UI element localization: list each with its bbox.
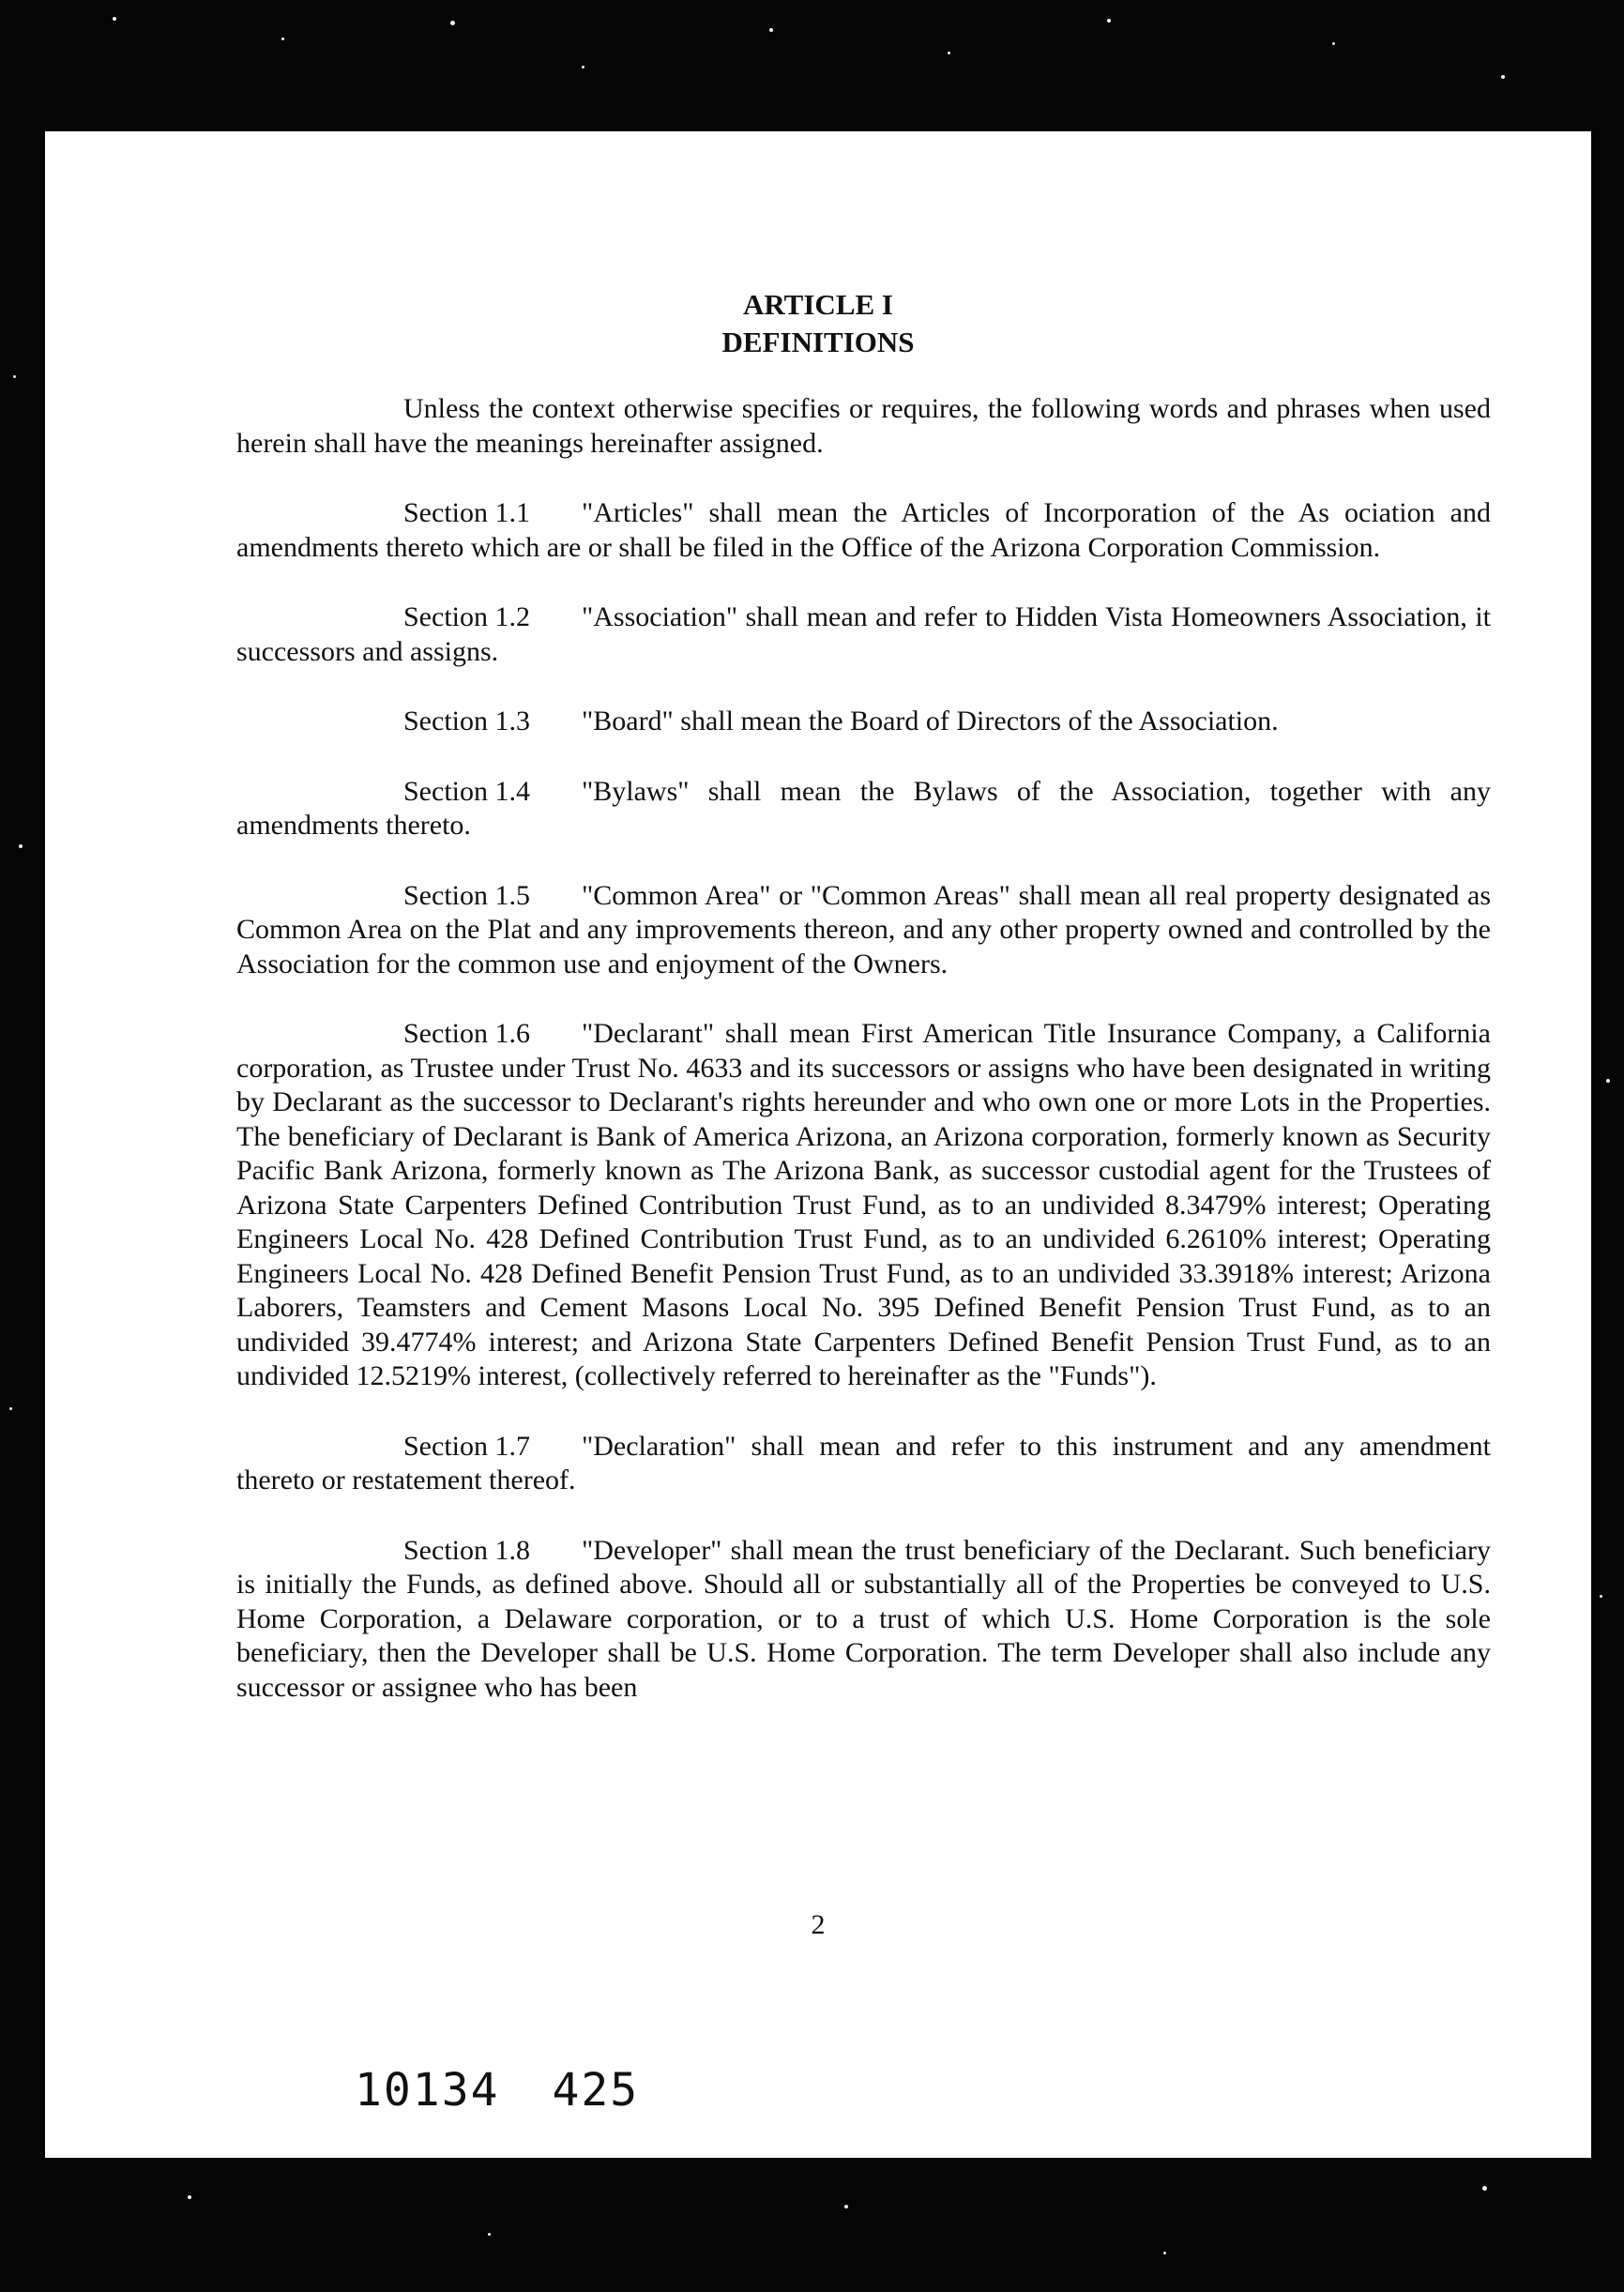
section-paragraph: [236, 1534, 1491, 1706]
page-number: 2: [811, 1909, 826, 1940]
document-page: [45, 131, 1591, 2158]
document-body: [236, 392, 1491, 1740]
section-text: "Articles" shall mean the Articles of Incorporation of the As ociation and amendments thereto which are or shall be filed in the Office of the Arizona Corporation Commission.: [236, 497, 1491, 563]
recording-stamp: [355, 2064, 691, 2117]
section-text: "Declaration" shall mean and refer to this instrument and any amendment thereto or restatement thereof.: [236, 1430, 1491, 1495]
article-subheading: DEFINITIONS: [721, 326, 915, 358]
section-paragraph: [236, 775, 1491, 843]
section-label: Section 1.8: [403, 1534, 530, 1566]
section-paragraph: [236, 496, 1491, 565]
article-title-block: [45, 286, 1591, 361]
section-text: "Association" shall mean and refer to Hidden Vista Homeowners Association, it successors and assigns.: [236, 601, 1491, 667]
section-paragraph: [236, 1430, 1491, 1498]
section-paragraph: [236, 879, 1491, 982]
section-text: "Declarant" shall mean First American Title Insurance Company, a California corporation, as Trustee under Trust No. 4633 and its successors or assigns who have been designated in writing by Declarant as the successor to Declarant's rights hereunder and who own one or more Lots in the Properties. The beneficiary of Declarant is Bank of America Arizona, an Arizona corporation, formerly known as Security Pacific Bank Arizona, formerly known as The Arizona Bank, as successor custodial agent for the Trustees of Arizona State Carpenters Defined Contribution Trust Fund, as to an undivided 8.3479% interest; Operating Engineers Local No. 428 Defined Contribution Trust Fund, as to an undivided 6.2610% interest; Operating Engineers Local No. 428 Defined Benefit Pension Trust Fund, as to an undivided 33.3918% interest; Arizona Laborers, Teamsters and Cement Masons Local No. 395 Defined Benefit Pension Trust Fund, as to an undivided 39.4774% interest; and Arizona State Carpenters Defined Benefit Pension Trust Fund, as to an undivided 12.5219% interest, (collectively referred to hereinafter as the "Funds").: [236, 1018, 1491, 1391]
section-text: "Bylaws" shall mean the Bylaws of the Association, together with any amendments thereto.: [236, 775, 1491, 841]
section-label: Section 1.7: [403, 1430, 530, 1462]
section-label: Section 1.1: [403, 497, 530, 528]
section-paragraph: [236, 600, 1491, 669]
section-label: Section 1.5: [403, 879, 530, 911]
section-label: Section 1.2: [403, 601, 530, 632]
stamp-book-number: 10134: [355, 2064, 500, 2117]
section-text: "Board" shall mean the Board of Directors of the Association.: [582, 706, 1279, 736]
section-paragraph: [236, 1017, 1491, 1394]
section-label: Section 1.4: [403, 775, 530, 807]
section-label: Section 1.6: [403, 1018, 530, 1049]
intro-paragraph: Unless the context otherwise specifies or requires, the following words and phrases when used herein shall have the meanings hereinafter assigned.: [236, 393, 1491, 459]
article-heading: ARTICLE I: [743, 288, 893, 321]
section-label: Section 1.3: [403, 706, 530, 736]
stamp-page-number: 425: [552, 2064, 640, 2117]
section-text: "Common Area" or "Common Areas" shall mean all real property designated as Common Area on the Plat and any improvements thereon, and any other property owned and controlled by the Association for the common use and enjoyment of the Owners.: [236, 879, 1491, 979]
section-text: "Developer" shall mean the trust beneficiary of the Declarant. Such beneficiary is initially the Funds, as defined above. Should all or substantially all of the Properties be conveyed to U.S. Home Corporation, a Delaware corporation, or to a trust of which U.S. Home Corporation is the sole beneficiary, then the Developer shall be U.S. Home Corporation. The term Developer shall also include any successor or assignee who has been: [236, 1534, 1491, 1703]
section-paragraph: [236, 705, 1491, 739]
